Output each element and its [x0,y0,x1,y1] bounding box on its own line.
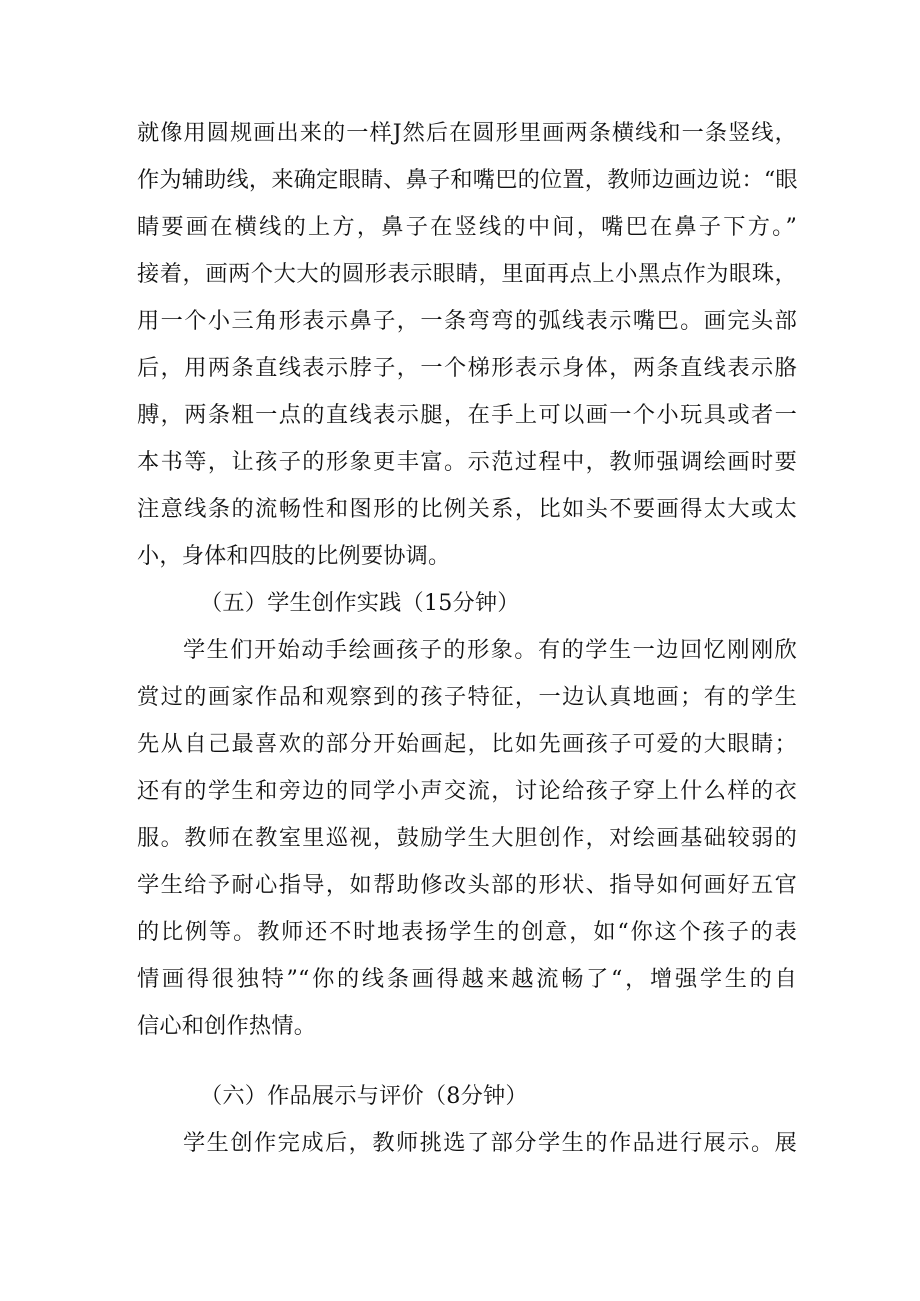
paragraph-line: 赏过的画家作品和观察到的孩子特征，一边认真地画；有的学生 [137,684,797,710]
paragraph-line: 服。教师在教室里巡视，鼓励学生大胆创作，对绘画基础较弱的 [137,825,797,851]
paragraph-line: 小，身体和四肢的比例要协调。 [137,543,451,569]
paragraph-line: 膊，两条粗一点的直线表示腿，在手上可以画一个小玩具或者一 [137,402,797,428]
paragraph-line: 学生们开始动手绘画孩子的形象。有的学生一边回忆刚刚欣 [183,637,797,663]
paragraph-line: 先从自己最喜欢的部分开始画起，比如先画孩子可爱的大眼睛； [137,731,797,757]
paragraph-line: 的比例等。教师还不时地表扬学生的创意，如“你这个孩子的表 [137,919,797,945]
paragraph-line: 学生创作完成后，教师挑选了部分学生的作品进行展示。展 [183,1130,797,1156]
paragraph-line: 睛要画在横线的上方，鼻子在竖线的中间，嘴巴在鼻子下方。” [137,214,797,240]
paragraph-line: 还有的学生和旁边的同学小声交流，讨论给孩子穿上什么样的衣 [137,778,797,804]
paragraph-line: 后，用两条直线表示脖子，一个梯形表示身体，两条直线表示胳 [137,355,797,381]
section-heading: （六）作品展示与评价（8分钟） [200,1083,528,1109]
paragraph-line: 信心和创作热情。 [137,1013,317,1039]
paragraph-line: 用一个小三角形表示鼻子，一条弯弯的弧线表示嘴巴。画完头部 [137,308,797,334]
paragraph-line: 本书等，让孩子的形象更丰富。示范过程中，教师强调绘画时要 [137,449,797,475]
paragraph-line: 学生给予耐心指导，如帮助修改头部的形状、指导如何画好五官 [137,872,797,898]
section-heading: （五）学生创作实践（15分钟） [200,590,520,616]
paragraph-line: 作为辅助线，来确定眼睛、鼻子和嘴巴的位置，教师边画边说：“眼 [137,167,798,193]
paragraph-line: 就像用圆规画出来的一样J然后在圆形里画两条横线和一条竖线， [137,120,797,146]
paragraph-line: 注意线条的流畅性和图形的比例关系，比如头不要画得太大或太 [137,496,797,522]
paragraph-line: 接着，画两个大大的圆形表示眼睛，里面再点上小黑点作为眼珠， [137,261,797,287]
paragraph-line: 情画得很独特”“你的线条画得越来越流畅了“，增强学生的自 [137,966,797,992]
